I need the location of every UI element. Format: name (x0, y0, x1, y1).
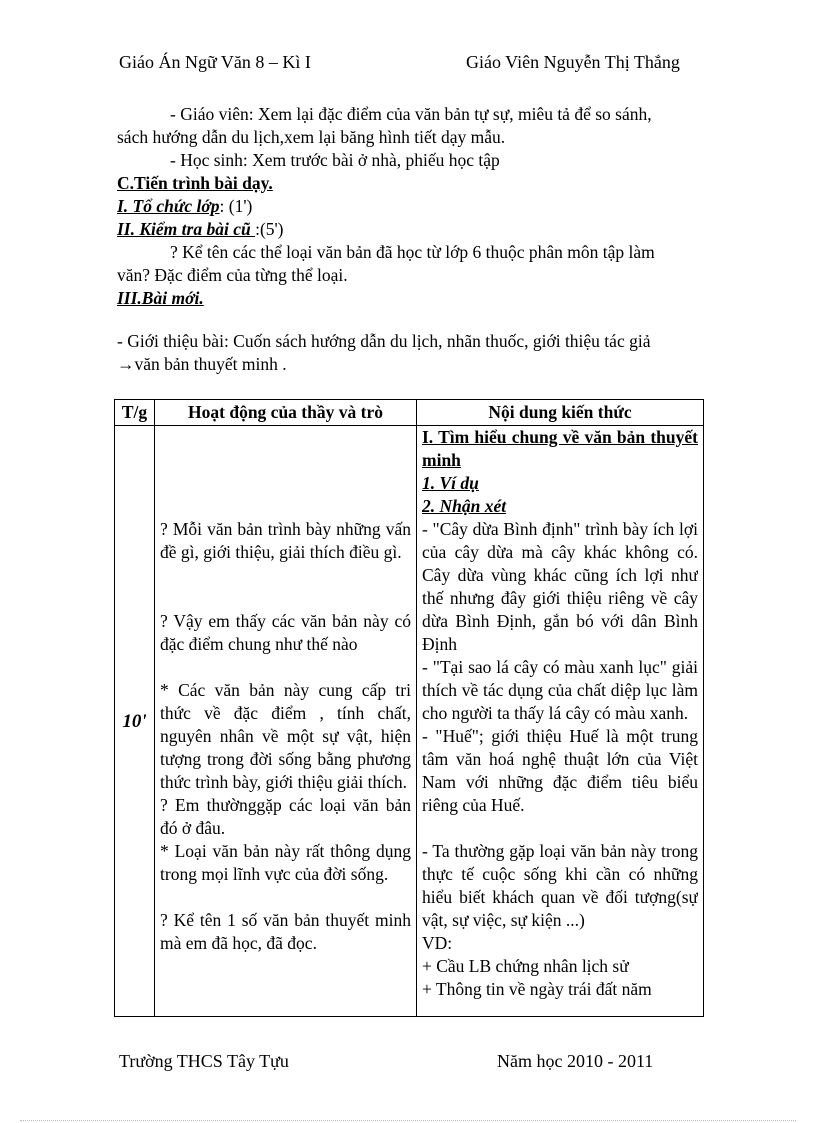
prep-student: - Học sinh: Xem trước bài ở nhà, phiếu học tập (170, 150, 500, 170)
activity-q3: ? Em thườnggặp các loại văn bản đó ở đâu. (160, 795, 411, 838)
section-c-heading: C.Tiến trình bài dạy. (117, 173, 273, 193)
intro-line1: - Giới thiệu bài: Cuốn sách hướng dẫn du lịch, nhãn thuốc, giới thiệu tác giả (117, 331, 651, 351)
time-value: 10' (115, 426, 155, 1017)
content-p3: - "Huế"; giới thiệu Huế là một trung tâm văn hoá nghệ thuật lớn của Việt Nam với những đặc điểm tiêu biểu riêng của Huế. (422, 726, 698, 815)
section-3-heading: III.Bài mới. (117, 288, 204, 308)
intro (117, 330, 693, 376)
lesson-table (114, 399, 704, 1017)
table-row (115, 426, 704, 1017)
old-question-line2: văn? Đặc điểm của từng thể loại. (117, 265, 348, 285)
activity-q2: ? Vậy em thấy các văn bản này có đặc điểm chung như thế nào (160, 611, 411, 654)
content-example-2: + Thông tin về ngày trái đất năm (422, 979, 652, 999)
table-header-row (115, 400, 704, 426)
intro-line2 (117, 353, 693, 376)
section-1-title: I. Tổ chức lớp (117, 196, 220, 216)
content-p1: - "Cây dừa Bình định" trình bày ích lợi của cây dừa mà cây khác không có. Cây dừa vùng khác cũng ích lợi như thế nhưng đây giới thiệu riêng về cây dừa Bình Định, gắn bó với dân Bình Định (422, 519, 698, 654)
header-content: Nội dung kiến thức (417, 400, 704, 426)
intro-line2-text: văn bản thuyết minh . (134, 354, 287, 374)
section-2-line (117, 218, 693, 241)
content-vd: VD: (422, 933, 453, 953)
page-header-left: Giáo Án Ngữ Văn 8 – Kì I (119, 52, 311, 72)
content-cell (417, 426, 704, 1017)
lesson-prep (117, 103, 693, 310)
page-header-right: Giáo Viên Nguyễn Thị Thắng (466, 52, 680, 72)
header-time: T/g (115, 400, 155, 426)
content-heading: I. Tìm hiểu chung về văn bản thuyết minh (422, 427, 698, 470)
header-activities: Hoạt động của thầy và trò (155, 400, 417, 426)
arrow-right-icon: → (117, 354, 135, 374)
activity-a3: * Loại văn bản này rất thông dụng trong mọi lĩnh vực của đời sống. (160, 841, 411, 884)
section-1-line (117, 195, 693, 218)
content-sub1: 1. Ví dụ (422, 473, 479, 493)
section-1-time: : (1') (219, 196, 253, 216)
activity-q4: ? Kể tên 1 số văn bản thuyết minh mà em đã học, đã đọc. (160, 910, 411, 953)
footer-school: Trường THCS Tây Tựu (119, 1051, 289, 1071)
prep-teacher-line2: sách hướng dẫn du lịch,xem lại băng hình tiết dạy mẫu. (117, 127, 506, 147)
content-sub2: 2. Nhận xét (422, 496, 507, 516)
content-p4: - Ta thường gặp loại văn bản này trong thực tế cuộc sống khi cần có những hiểu biết khách quan về đối tượng(sự vật, sự việc, sự kiện ...) (422, 841, 698, 930)
activity-q1: ? Mỗi văn bản trình bày những vấn đề gì, giới thiệu, giải thích điều gì. (160, 519, 411, 562)
prep-teacher-line1: - Giáo viên: Xem lại đặc điểm của văn bản tự sự, miêu tả để so sánh, (170, 104, 652, 124)
old-question-line1: ? Kể tên các thể loại văn bản đã học từ lớp 6 thuộc phân môn tập làm (170, 242, 655, 262)
activity-a2: * Các văn bản này cung cấp tri thức về đặc điểm , tính chất, nguyên nhân về một sự vật, hiện tượng trong đời sống bằng phương thức trình bày, giới thiệu giải thích. (160, 680, 411, 792)
page-bottom-divider (20, 1120, 796, 1121)
section-2-title: II. Kiểm tra bài cũ (117, 219, 256, 239)
footer-year: Năm học 2010 - 2011 (497, 1051, 654, 1071)
section-2-time: :(5') (255, 219, 284, 239)
content-p2: - "Tại sao lá cây có màu xanh lục" giải thích về tác dụng của chất diệp lục làm cho người ta thấy lá cây có màu xanh. (422, 657, 698, 723)
content-example-1: + Cầu LB chứng nhân lịch sử (422, 956, 629, 976)
activities-cell (155, 426, 417, 1017)
